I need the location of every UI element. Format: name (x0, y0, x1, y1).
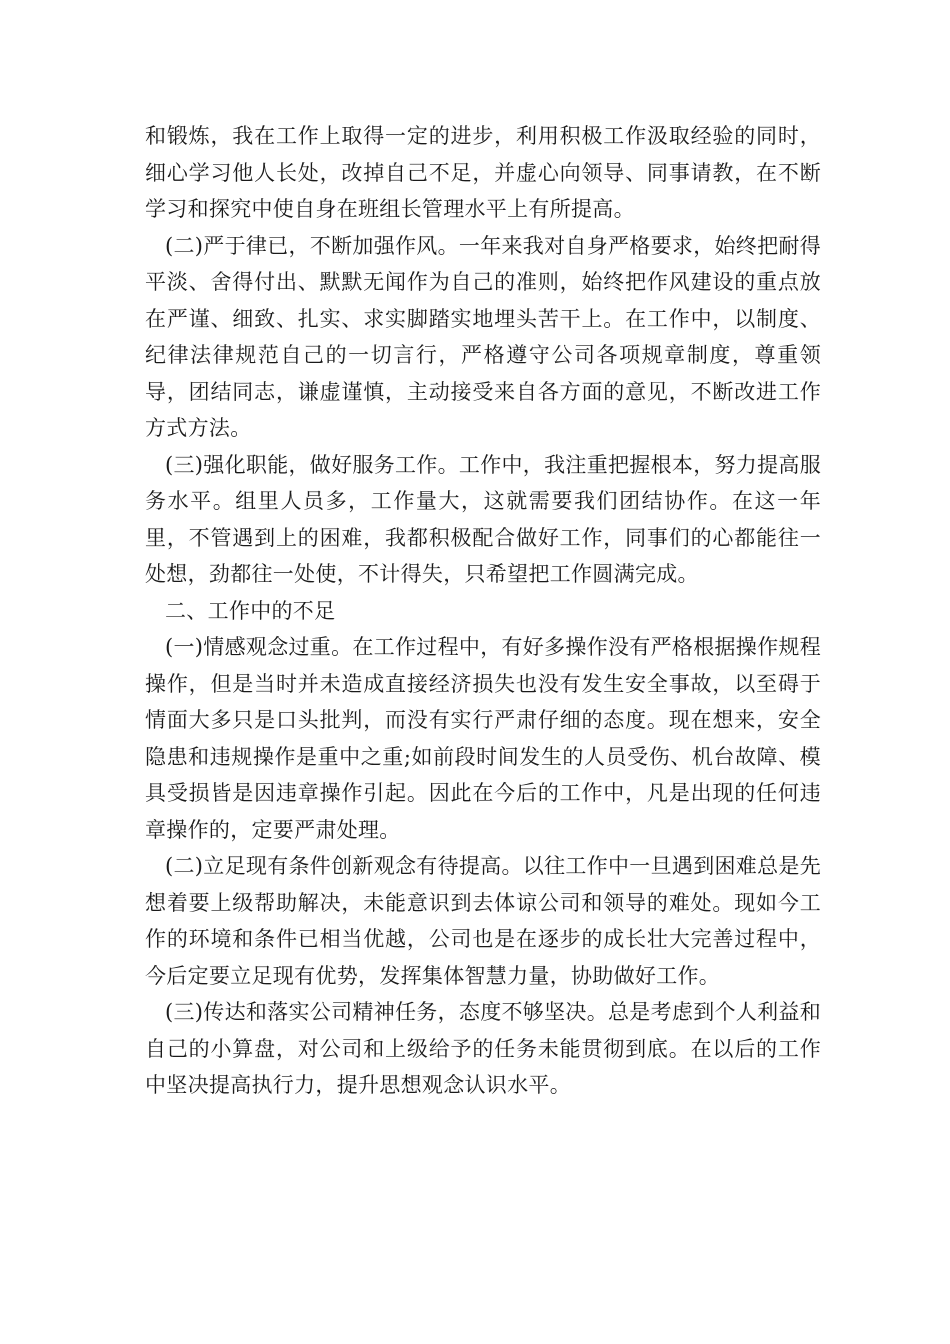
paragraph-emotion: (一)情感观念过重。在工作过程中，有好多操作没有严格根据操作规程操作，但是当时并未造成直接经济损失也没有发生安全事故，以至碍于情面大多只是口头批判，而没有实行严肃仔细的态度。现在想来，安全隐患和违规操作是重中之重;如前段时间发生的人员受伤、机台故障、模具受损皆是因违章操作引起。因此在今后的工作中，凡是出现的任何违章操作的，定要严肃处理。 (145, 635, 821, 842)
paragraph-continuation: 和锻炼，我在工作上取得一定的进步，利用积极工作汲取经验的同时，细心学习他人长处，改掉自己不足，并虚心向领导、同事请教，在不断学习和探究中使自身在班组长管理水平上有所提高。 (145, 124, 821, 221)
section-heading-shortcomings: 二、工作中的不足 (165, 598, 336, 623)
paragraph-service: (三)强化职能，做好服务工作。工作中，我注重把握根本，努力提高服务水平。组里人员多，工作量大，这就需要我们团结协作。在这一年里，不管遇到上的困难，我都积极配合做好工作，同事们的心都能往一处想，劲都往一处使，不计得失，只希望把工作圆满完成。 (145, 452, 821, 586)
paragraph-discipline: (二)严于律已，不断加强作风。一年来我对自身严格要求，始终把耐得平淡、舍得付出、默默无闻作为自己的准则，始终把作风建设的重点放在严谨、细致、扎实、求实脚踏实地埋头苦干上。在工作中，以制度、纪律法律规范自己的一切言行，严格遵守公司各项规章制度，尊重领导，团结同志，谦虚谨慎，主动接受来自各方面的意见，不断改进工作方式方法。 (145, 233, 821, 440)
paragraph-execution: (三)传达和落实公司精神任务，态度不够坚决。总是考虑到个人利益和自己的小算盘，对公司和上级给予的任务未能贯彻到底。在以后的工作中坚决提高执行力，提升思想观念认识水平。 (145, 1000, 821, 1097)
paragraph-innovation: (二)立足现有条件创新观念有待提高。以往工作中一旦遇到困难总是先想着要上级帮助解决，未能意识到去体谅公司和领导的难处。现如今工作的环境和条件已相当优越，公司也是在逐步的成长壮大完善过程中，今后定要立足现有优势，发挥集体智慧力量，协助做好工作。 (145, 854, 821, 988)
document-body (145, 118, 821, 1104)
